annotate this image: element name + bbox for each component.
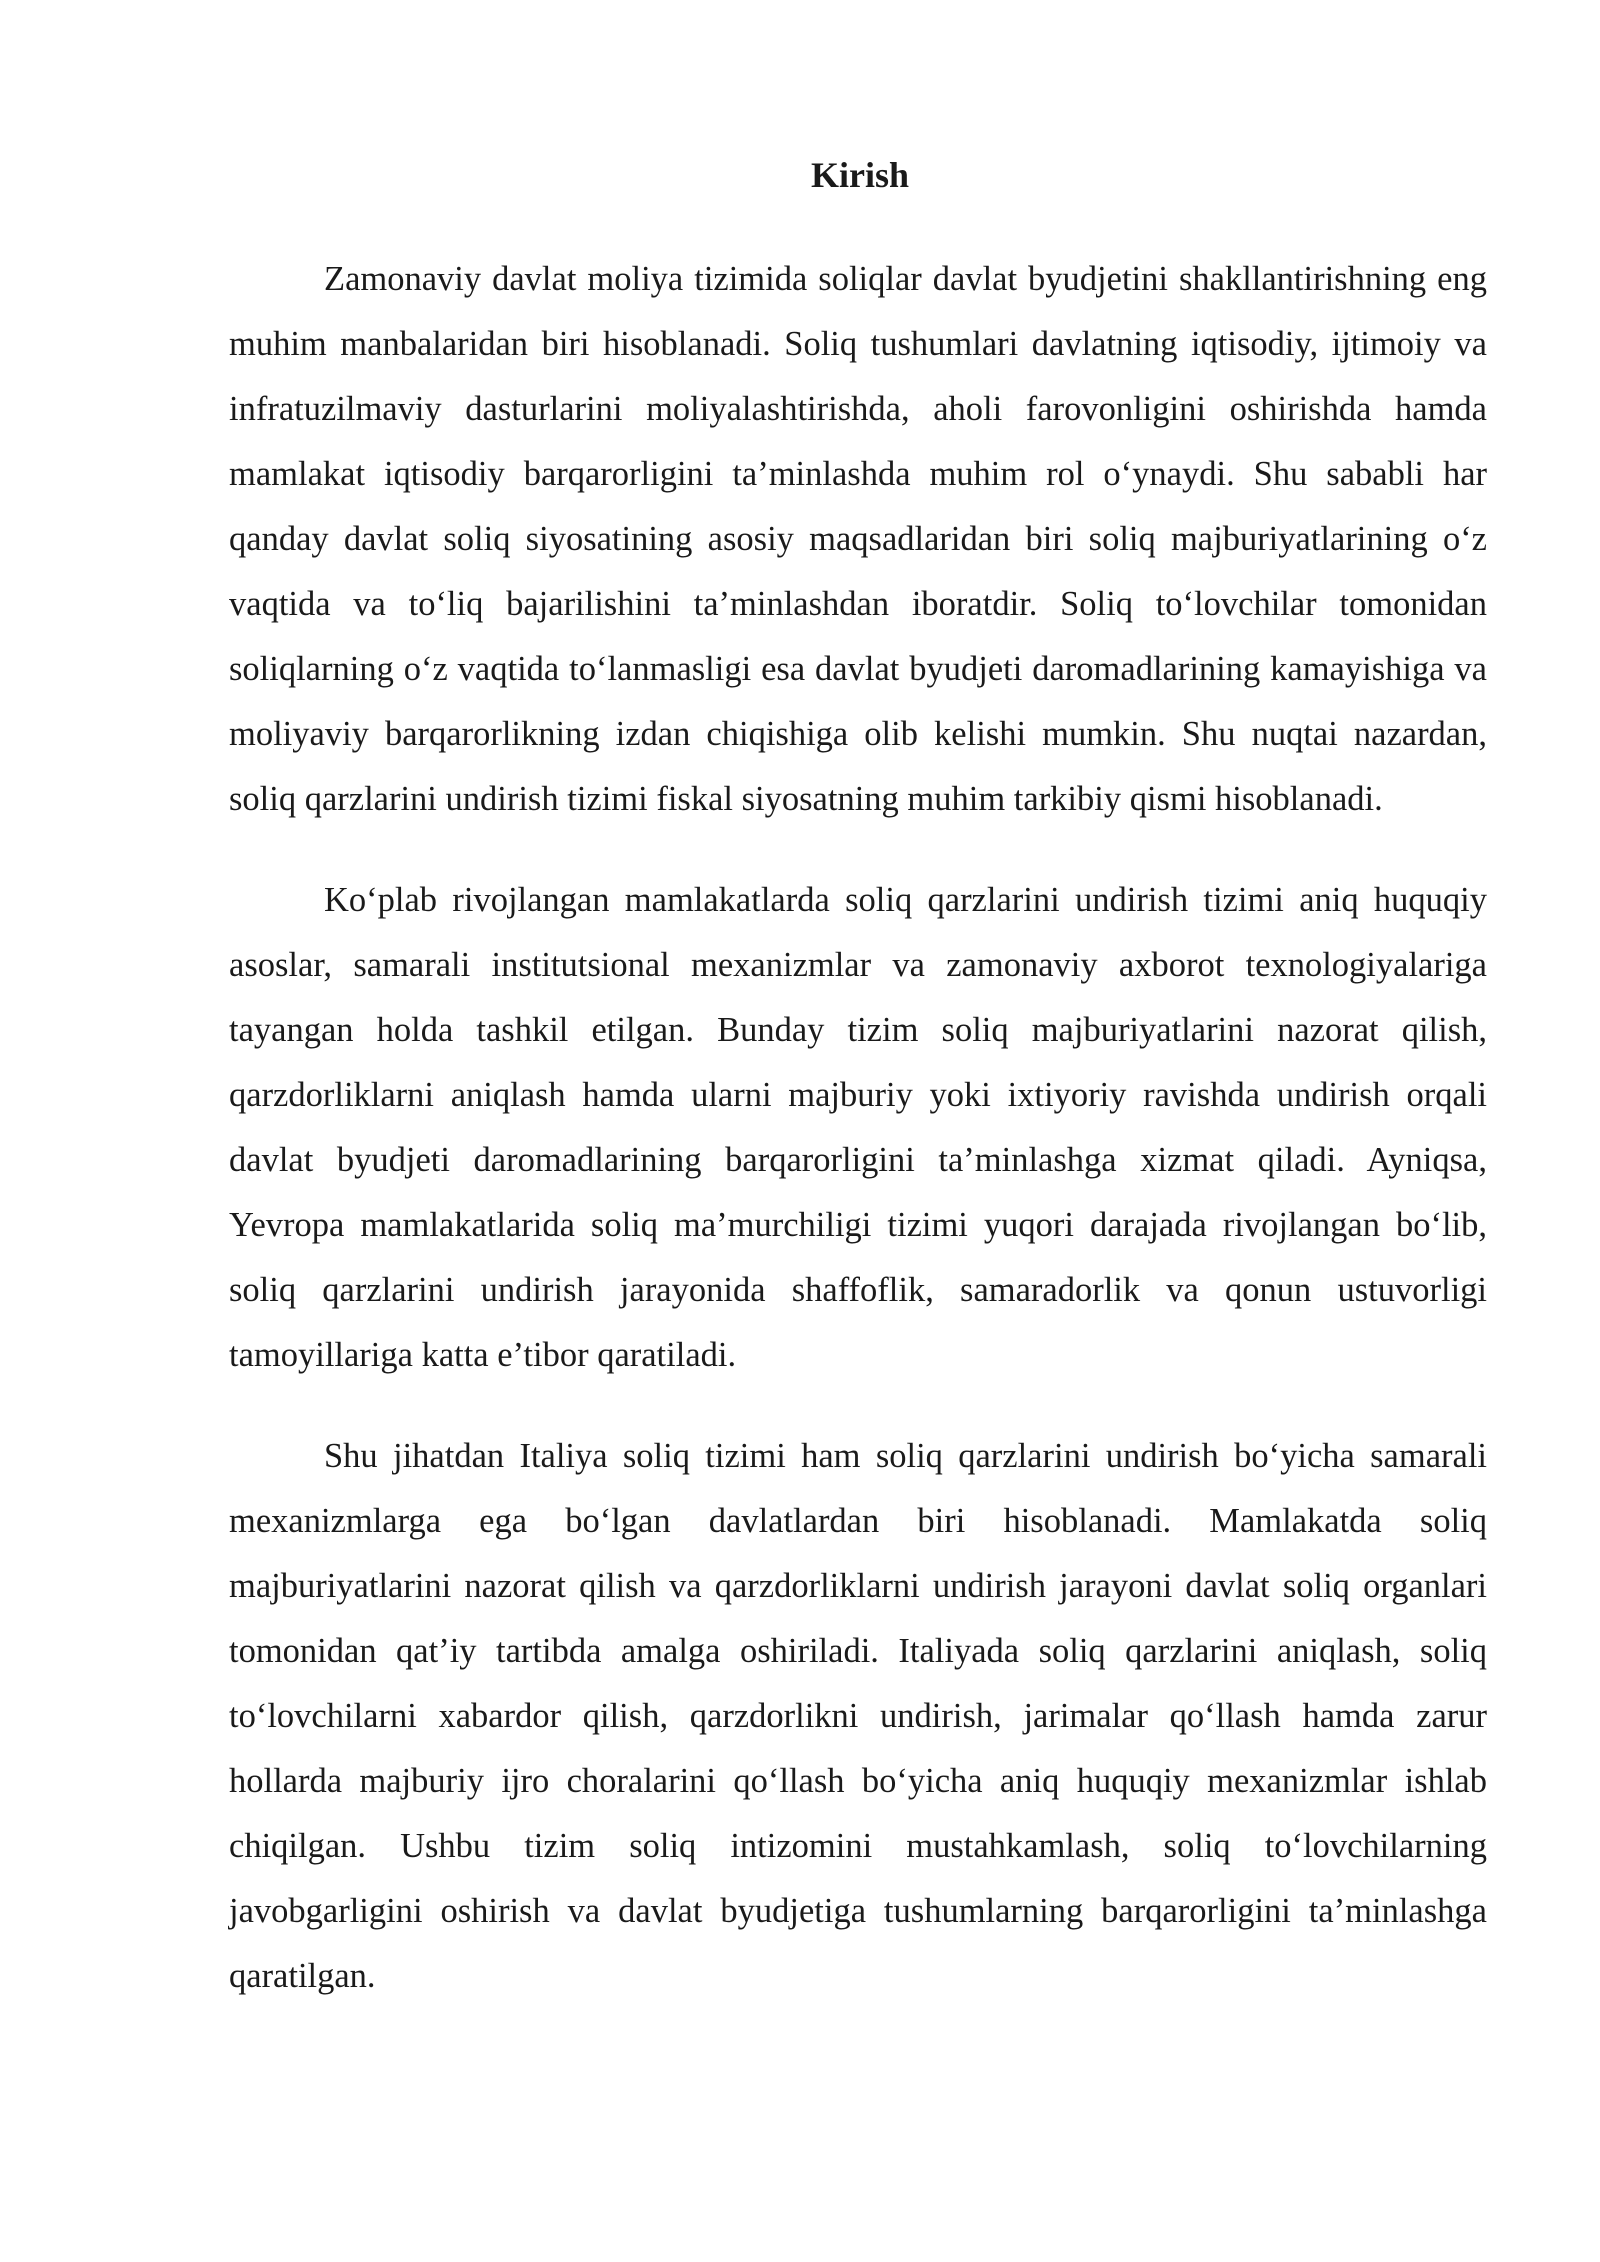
paragraph-3: Shu jihatdan Italiya soliq tizimi ham soliq qarzlarini undirish bo‘yicha samarali mexanizmlarga ega bo‘lgan davlatlardan biri hisoblanadi. Mamlakatda soliq majburiyatlarini nazorat qilish va qarzdorliklarni undirish jarayoni davlat soliq organlari tomonidan qat’iy tartibda amalga oshiriladi. Italiyada soliq qarzlarini aniqlash, soliq to‘lovchilarni xabardor qilish, qarzdorlikni undirish, jarimalar qo‘llash hamda zarur hollarda majburiy ijro choralarini qo‘llash bo‘yicha aniq huquqiy mexanizmlar ishlab chiqilgan. Ushbu tizim soliq intizomini mustahkamlash, soliq to‘lovchilarning javobgarligini oshirish va davlat byudjetiga tushumlarning barqarorligini ta’minlashga qaratilgan. [229, 1437, 1487, 1995]
page-title: Kirish [810, 155, 909, 195]
document-body [229, 247, 1487, 2045]
paragraph-1: Zamonaviy davlat moliya tizimida soliqlar davlat byudjetini shakllantirishning eng muhim manbalaridan biri hisoblanadi. Soliq tushumlari davlatning iqtisodiy, ijtimoiy va infratuzilmaviy dasturlarini moliyalashtirishda, aholi farovonligini oshirishda hamda mamlakat iqtisodiy barqarorligini ta’minlashda muhim rol o‘ynaydi. Shu sababli har qanday davlat soliq siyosatining asosiy maqsadlaridan biri soliq majburiyatlarining o‘z vaqtida va to‘liq bajarilishini ta’minlashdan iboratdir. Soliq to‘lovchilar tomonidan soliqlarning o‘z vaqtida to‘lanmasligi esa davlat byudjeti daromadlarining kamayishiga va moliyaviy barqarorlikning izdan chiqishiga olib kelishi mumkin. Shu nuqtai nazardan, soliq qarzlarini undirish tizimi fiskal siyosatning muhim tarkibiy qismi hisoblanadi. [229, 260, 1487, 818]
paragraph-2: Ko‘plab rivojlangan mamlakatlarda soliq qarzlarini undirish tizimi aniq huquqiy asoslar, samarali institutsional mexanizmlar va zamonaviy axborot texnologiyalariga tayangan holda tashkil etilgan. Bunday tizim soliq majburiyatlarini nazorat qilish, qarzdorliklarni aniqlash hamda ularni majburiy yoki ixtiyoriy ravishda undirish orqali davlat byudjeti daromadlarining barqarorligini ta’minlashga xizmat qiladi. Ayniqsa, Yevropa mamlakatlarida soliq ma’murchiligi tizimi yuqori darajada rivojlangan bo‘lib, soliq qarzlarini undirish jarayonida shaffoflik, samaradorlik va qonun ustuvorligi tamoyillariga katta e’tibor qaratiladi. [229, 881, 1487, 1374]
